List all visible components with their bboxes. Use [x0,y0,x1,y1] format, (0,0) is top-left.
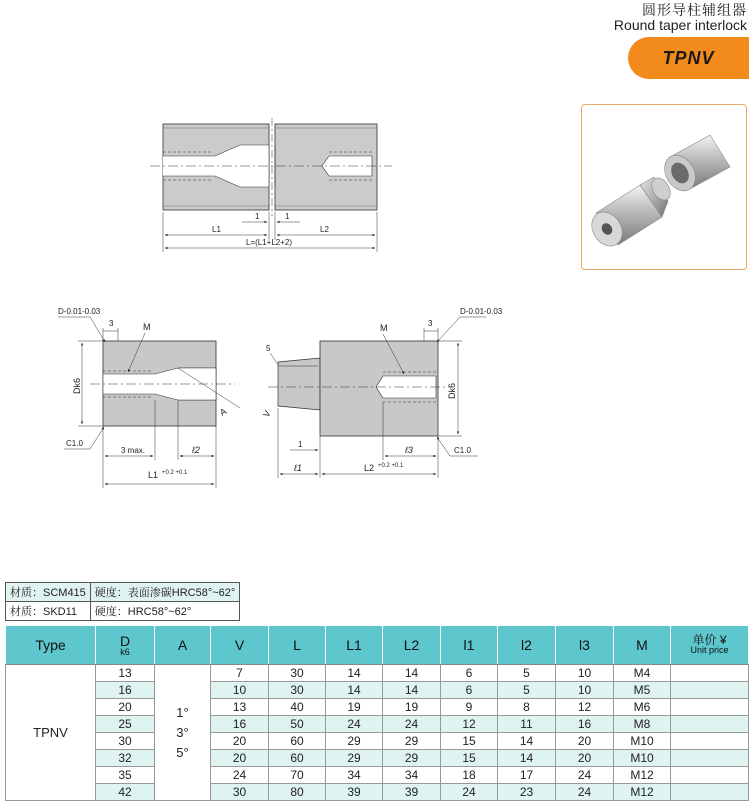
column-header-label: L1 [346,637,362,653]
hardness-cell: 硬度：HRC58°~62° [90,602,240,621]
cell-d: 42 [96,784,155,801]
column-header-label: Type [35,637,66,653]
dim-right-step: 1 [298,440,303,449]
cell-l2: 14 [498,733,556,750]
cell-l1: 39 [326,784,383,801]
cell-m: M10 [614,750,671,767]
dim-left-l2: ℓ2 [192,445,200,455]
cell-v: 16 [211,716,269,733]
cell-l2: 14 [498,750,556,767]
column-header [671,626,749,665]
table-row [6,784,749,801]
dim-right-tolerance: D-0.01-0.03 [460,307,503,316]
cell-l3: 10 [556,665,614,682]
cell-l3: 10 [556,682,614,699]
column-header-label: A [177,637,188,653]
dim-right-diameter: Dk6 [447,382,457,399]
column-header-label: 单价 ¥ [692,633,727,647]
cell-d: 16 [96,682,155,699]
cell-price [671,750,749,767]
cell-l: 60 [269,750,326,767]
cell-price [671,733,749,750]
right-part-view [261,307,503,478]
cell-l: 70 [269,767,326,784]
dim-assembly-L: L=(L1+L2+2) [246,238,293,247]
dim-left-tolerance: D-0.01-0.03 [58,307,101,316]
dim-left-L1: L1 [148,470,159,480]
dim-right-l1: ℓ1 [294,463,302,473]
cell-l1: 34 [326,767,383,784]
cell-l1: 14 [326,682,383,699]
column-header [155,626,211,665]
dim-assembly-L1: L1 [212,225,221,234]
dim-left-chamfer-c: C1.0 [66,439,83,448]
cell-price [671,767,749,784]
column-header-sub: k6 [120,647,130,657]
cell-price [671,784,749,801]
cell-l1: 12 [441,716,498,733]
cell-d: 20 [96,699,155,716]
page-title-cn: 圆形导柱辅组器 [642,2,747,18]
cell-l1: 24 [326,716,383,733]
dim-assembly-L2: L2 [320,225,329,234]
page-title-en: Round taper interlock [613,17,747,33]
cell-l2: 19 [383,699,441,716]
cell-v: 13 [211,699,269,716]
column-header-label: l1 [463,637,475,653]
angle-value: 3° [176,724,189,740]
spec-table [5,625,749,801]
cell-v: 10 [211,682,269,699]
cell-l: 40 [269,699,326,716]
cell-price [671,699,749,716]
cell-m: M4 [614,665,671,682]
material-row [6,602,240,621]
column-header-label: M [636,637,648,653]
cell-l2: 5 [498,682,556,699]
table-header-row [6,626,749,665]
cell-m: M6 [614,699,671,716]
cell-l2: 29 [383,733,441,750]
column-header [498,626,556,665]
cell-v: 30 [211,784,269,801]
cell-v: 20 [211,750,269,767]
cell-v: 20 [211,733,269,750]
cell-l3: 16 [556,716,614,733]
cell-l3: 24 [556,784,614,801]
cell-l2: 14 [383,665,441,682]
dim-right-chamfer: 3 [428,319,433,328]
cell-l2: 14 [383,682,441,699]
cell-l3: 12 [556,699,614,716]
table-row [6,699,749,716]
cell-l2: 29 [383,750,441,767]
dim-left-L1-tol: +0.2 +0.1 [162,470,188,476]
product-code-tab: TPNV [628,37,749,79]
cell-d: 25 [96,716,155,733]
cell-l2: 8 [498,699,556,716]
cell-price [671,716,749,733]
table-row [6,682,749,699]
cell-l2: 39 [383,784,441,801]
cell-l1: 29 [326,750,383,767]
dim-right-L2-tol: +0.2 +0.1 [378,463,404,469]
cell-l3: 20 [556,733,614,750]
dim-right-chamfer-c: C1.0 [454,446,471,455]
column-header-label: l2 [521,637,532,653]
left-part-view [58,307,240,488]
table-row [6,733,749,750]
cell-l1: 9 [441,699,498,716]
dim-left-angle: A [218,406,229,418]
column-header-label: L [293,637,301,653]
dim-assembly-gap-2: 1 [285,212,290,221]
dim-left-3max: 3 max. [121,446,146,455]
cell-l1: 19 [326,699,383,716]
cell-l1: 18 [441,767,498,784]
hardness-cell: 硬度：表面渗碳HRC58°~62° [90,583,240,602]
cell-l2: 23 [498,784,556,801]
dim-left-thread: M [143,322,151,332]
column-header [441,626,498,665]
dim-assembly-gap-1: 1 [255,212,260,221]
column-header [383,626,441,665]
column-header [556,626,614,665]
cell-l1: 6 [441,665,498,682]
dim-right-taper-len: 5 [266,344,271,353]
material-cell: 材质：SCM415 [6,583,91,602]
cell-l3: 20 [556,750,614,767]
column-header [96,626,155,665]
cell-v: 7 [211,665,269,682]
cell-l1: 14 [326,665,383,682]
dim-right-L2: L2 [364,463,375,473]
dim-right-thread: M [380,323,388,333]
cell-l: 30 [269,682,326,699]
material-row [6,583,240,602]
cell-d: 13 [96,665,155,682]
cell-l: 60 [269,733,326,750]
cell-l1: 15 [441,750,498,767]
cell-l3: 24 [556,767,614,784]
column-header-sub: Unit price [690,645,729,655]
column-header-label: L2 [403,637,420,653]
angle-cell [155,665,211,801]
dim-left-diameter: Dk6 [72,377,82,394]
cell-price [671,665,749,682]
table-row [6,716,749,733]
angle-value: 5° [176,744,189,760]
cell-l2: 17 [498,767,556,784]
column-header-label: V [234,637,245,653]
table-row [6,767,749,784]
type-cell: TPNV [6,665,96,801]
cell-l: 80 [269,784,326,801]
assembly-view [150,118,392,252]
cell-m: M12 [614,767,671,784]
cell-l: 30 [269,665,326,682]
column-header-label: l3 [579,637,590,653]
material-table [5,582,240,621]
cell-l2: 24 [383,716,441,733]
dim-right-angle: V [261,408,273,419]
cell-l2: 5 [498,665,556,682]
column-header [269,626,326,665]
cell-l1: 29 [326,733,383,750]
column-header [614,626,671,665]
column-header [326,626,383,665]
column-header-label: D [119,633,131,649]
cell-l: 50 [269,716,326,733]
cell-v: 24 [211,767,269,784]
cell-l1: 24 [441,784,498,801]
cell-l2: 11 [498,716,556,733]
table-row [6,750,749,767]
cell-l2: 34 [383,767,441,784]
cell-d: 32 [96,750,155,767]
cell-m: M5 [614,682,671,699]
cell-m: M12 [614,784,671,801]
cell-price [671,682,749,699]
cell-l1: 15 [441,733,498,750]
table-row [6,665,749,682]
cell-m: M8 [614,716,671,733]
cell-l1: 6 [441,682,498,699]
cell-d: 30 [96,733,155,750]
dim-left-chamfer: 3 [109,319,114,328]
cell-m: M10 [614,733,671,750]
column-header [6,626,96,665]
column-header [211,626,269,665]
material-cell: 材质：SKD11 [6,602,91,621]
angle-value: 1° [176,704,189,720]
dim-right-l3: ℓ3 [405,445,413,455]
cell-d: 35 [96,767,155,784]
